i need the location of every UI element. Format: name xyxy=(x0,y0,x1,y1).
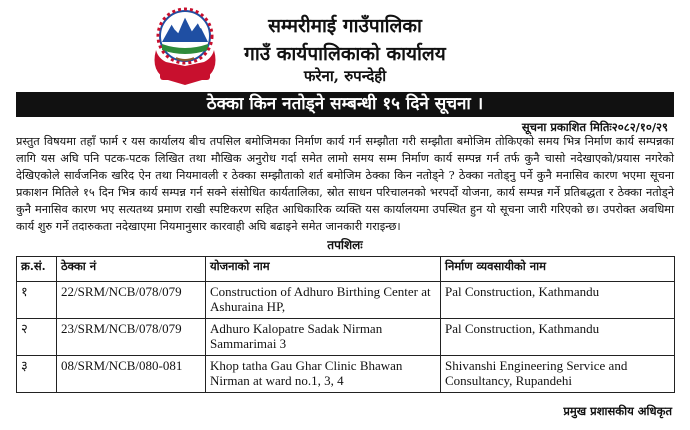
office-name: सम्मरीमाई गाउँपालिका xyxy=(268,15,422,37)
published-date: सूचना प्रकाशित मितिः२०८२/१०/२९ xyxy=(521,120,668,134)
col-header-contractor: निर्माण व्यवसायीको नाम xyxy=(441,257,675,282)
cell-sn: १ xyxy=(17,282,57,319)
cell-project-name: Khop tatha Gau Ghar Clinic Bhawan Nirman at ward no.1, 3, 4 xyxy=(206,356,441,393)
cell-project-name: Construction of Adhuro Birthing Center at Ashuraina HP, xyxy=(206,282,441,319)
table-row xyxy=(17,319,675,356)
notice-body: प्रस्तुत विषयमा तहाँ फार्म र यस कार्यालय बीच तपसिल बमोजिमका निर्माण कार्य गर्न सम्झौता गरी सम्झौता बमोजिम तोकिएको समय भित्र निर्माण कार्य सम्पन्नका लागि यस अघि पनि पटक-पटक लिखित तथा मौखिक अनुरोध गर्दा समेत लामो समय सम्म निर्माण कार्य सम्पन्न गर्न तर्फ कुनै चासो नदेखाएको/प्रयास नगरेको देखिएकोले सार्वजनिक खरिद ऐन तथा नियमावली र ठेक्का सम्झौताको शर्त बमोजिम ठेक्का किन नतोड्ने ? ठेक्का नतोड्नु पर्ने कुनै मनासिव कारण भएमा सूचना प्रकाशन मितिले १५ दिन भित्र कार्य सम्पन्न गर्न सक्ने संसोधित कार्यतालिका, स्रोत साधन परिचालनको भरपर्दो योजना, कार्य सम्पन्न गर्ने प्रतिबद्धता र ठेक्का नतोड्ने कुनै मनासिव कारण भए सत्यतथ्य प्रमाण राखी स्पष्टिकरण सहित आधिकारिक व्यक्ति यस कार्यालयमा उपस्थित हुन यो सूचना जारी गरिएको छ। उपरोक्त अवधिमा कार्य शुरु गर्ने तदारुकता नदेखाएमा नियमानुसार कारवाही अघि बढाइने समेत जानकारी गराइन्छ। xyxy=(16,135,674,233)
cell-contractor: Pal Construction, Kathmandu xyxy=(441,282,675,319)
cell-project-name: Adhuro Kalopatre Sadak Nirman Sammarimai 3 xyxy=(206,319,441,356)
cell-contract-no: 08/SRM/NCB/080-081 xyxy=(57,356,206,393)
signature-title: प्रमुख प्रशासकीय अधिकृत xyxy=(563,404,672,418)
col-header-contract-no: ठेक्का नं xyxy=(57,257,206,282)
cell-contract-no: 22/SRM/NCB/078/079 xyxy=(57,282,206,319)
col-header-project-name: योजनाको नाम xyxy=(206,257,441,282)
cell-contractor: Shivanshi Engineering Service and Consultancy, Rupandehi xyxy=(441,356,675,393)
table-row xyxy=(17,282,675,319)
contracts-table xyxy=(16,256,675,393)
table-header-row xyxy=(17,257,675,282)
table-row xyxy=(17,356,675,393)
notice-title-banner: ठेक्का किन नतोड्ने सम्बन्धी १५ दिने सूचना । xyxy=(16,92,674,117)
office-address: फरेना, रुपन्देही xyxy=(303,67,387,85)
office-subtitle: गाउँ कार्यपालिकाको कार्यालय xyxy=(244,43,446,65)
cell-contract-no: 23/SRM/NCB/078/079 xyxy=(57,319,206,356)
table-title: तपशिलः xyxy=(327,238,363,252)
cell-sn: ३ xyxy=(17,356,57,393)
cell-sn: २ xyxy=(17,319,57,356)
col-header-sn: क्र.सं. xyxy=(17,257,57,282)
cell-contractor: Pal Construction, Kathmandu xyxy=(441,319,675,356)
